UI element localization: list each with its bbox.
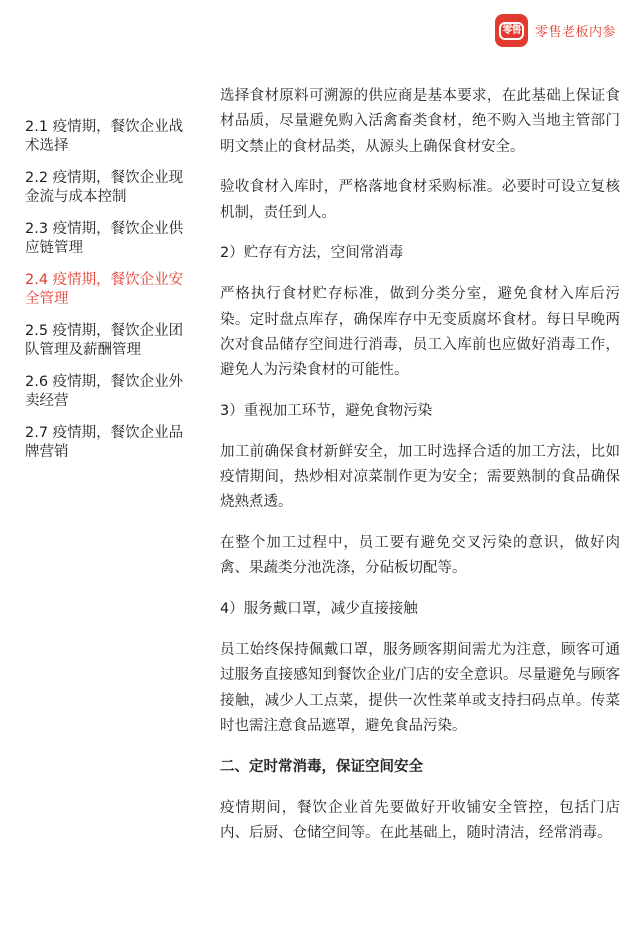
article-content <box>220 84 620 862</box>
toc-item-2-4-active[interactable]: 2.4 疫情期，餐饮企业安全管理 <box>25 272 184 307</box>
subheading-processing: 3）重视加工环节，避免食物污染 <box>220 402 433 419</box>
subheading-masks: 4）服务戴口罩，减少直接接触 <box>220 601 418 618</box>
toc-item-2-7[interactable]: 2.7 疫情期，餐饮企业品牌营销 <box>25 425 184 460</box>
subheading-storage: 2）贮存有方法，空间常消毒 <box>220 245 404 262</box>
toc-item-2-5[interactable]: 2.5 疫情期，餐饮企业团队管理及薪酬管理 <box>25 323 184 358</box>
table-of-contents <box>25 118 195 475</box>
paragraph-supplier: 选择食材原料可溯源的供应商是基本要求，在此基础上保证食材品质，尽量避免购入活禽畜类食材，绝不购入当地主管部门明文禁止的食材品类，从源头上确保食材安全。 <box>220 88 620 155</box>
paragraph-processing: 加工前确保食材新鲜安全，加工时选择合适的加工方法，比如疫情期间，热炒相对凉菜制作更为安全；需要熟制的食品确保烧熟煮透。 <box>220 443 620 511</box>
paragraph-disinfection: 疫情期间，餐饮企业首先要做好开收铺安全管控，包括门店内、后厨、仓储空间等。在此基础上，随时清洁，经常消毒。 <box>220 799 620 841</box>
brand-logo-text: 零售 <box>499 22 524 40</box>
paragraph-cross-contamination: 在整个加工过程中，员工要有避免交叉污染的意识，做好肉禽、果蔬类分池洗涤，分砧板切配等。 <box>220 535 620 577</box>
brand-name: 零售老板内参 <box>535 25 617 40</box>
toc-item-2-1[interactable]: 2.1 疫情期，餐饮企业战术选择 <box>25 119 184 154</box>
brand-header <box>495 14 616 47</box>
paragraph-inspection: 验收食材入库时，严格落地食材采购标准。必要时可设立复核机制，责任到人。 <box>220 179 620 221</box>
paragraph-masks: 员工始终保持佩戴口罩，服务顾客期间需尤为注意，顾客可通过服务直接感知到餐饮企业/门店的安全意识。尽量避免与顾客接触，减少人工点菜，提供一次性菜单或支持扫码点单。传菜时也需注意食品遮罩，避免食品污染。 <box>220 642 620 734</box>
paragraph-storage: 严格执行食材贮存标准，做到分类分室，避免食材入库后污染。定时盘点库存，确保库存中无变质腐坏食材。每日早晚两次对食品储存空间进行消毒，员工入库前也应做好消毒工作，避免人为污染食材的可能性。 <box>220 286 620 379</box>
brand-logo-icon <box>495 14 528 47</box>
toc-item-2-6[interactable]: 2.6 疫情期，餐饮企业外卖经营 <box>25 374 184 409</box>
toc-item-2-2[interactable]: 2.2 疫情期，餐饮企业现金流与成本控制 <box>25 170 184 205</box>
section-heading-disinfection: 二、定时常消毒，保证空间安全 <box>220 758 423 775</box>
toc-item-2-3[interactable]: 2.3 疫情期，餐饮企业供应链管理 <box>25 221 184 256</box>
